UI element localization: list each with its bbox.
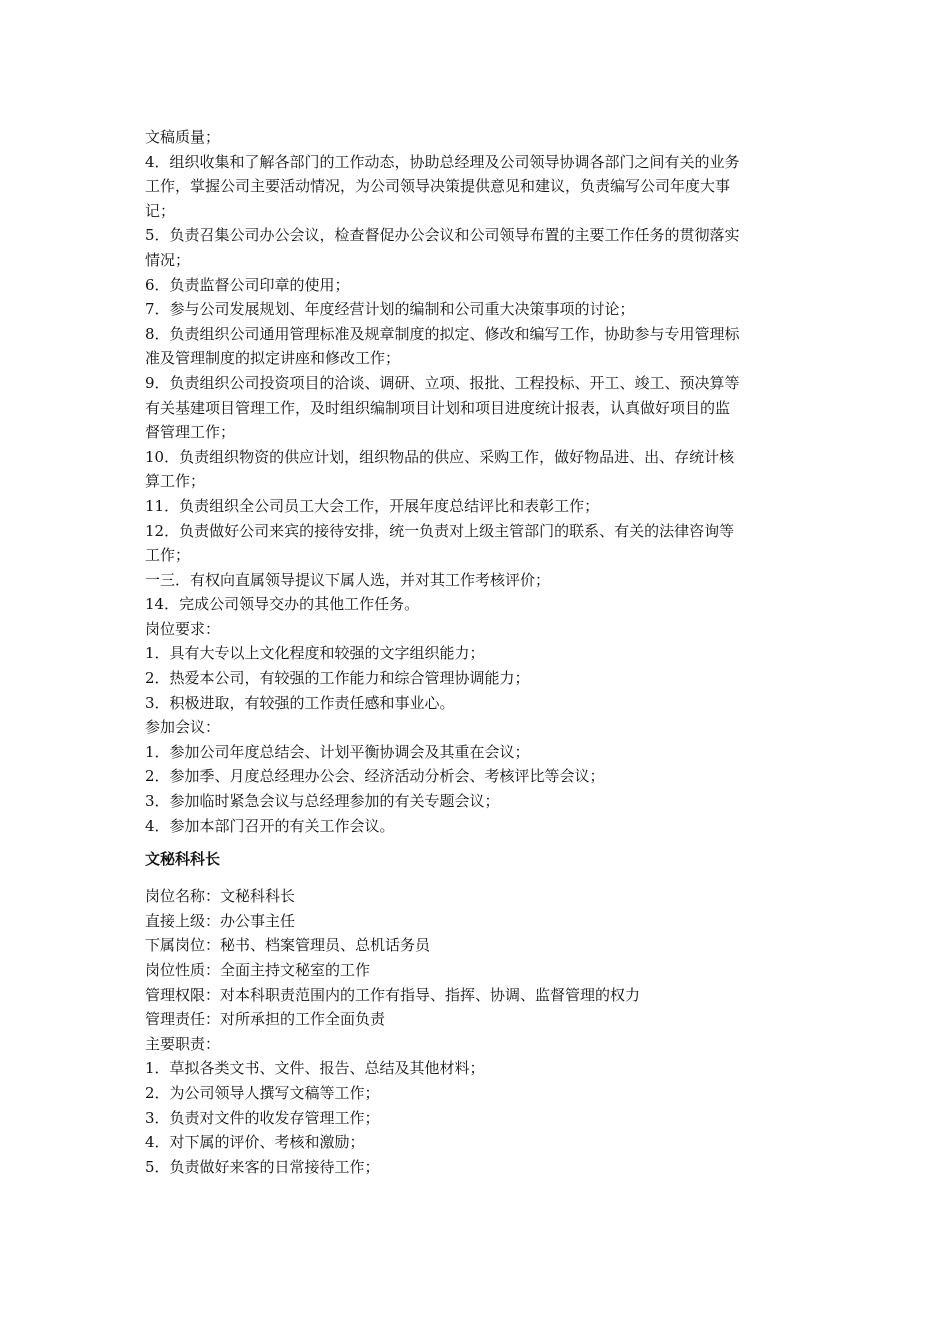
text-line: 有关基建项目管理工作，及时组织编制项目计划和项目进度统计报表，认真做好项目的监 xyxy=(145,398,731,417)
heading-job-requirements: 岗位要求： xyxy=(145,619,221,638)
field-management-authority: 管理权限：对本科职责范围内的工作有指导、指挥、协调、监督管理的权力 xyxy=(145,985,641,1004)
text-line: 5．负责召集公司办公会议，检查督促办公会议和公司领导布置的主要工作任务的贯彻落实 xyxy=(145,226,740,245)
text-line: 1．参加公司年度总结会、计划平衡协调会及其重在会议； xyxy=(145,742,530,761)
text-line: 7．参与公司发展规划、年度经营计划的编制和公司重大决策事项的讨论； xyxy=(145,300,635,319)
field-subordinate-positions: 下属岗位：秘书、档案管理员、总机话务员 xyxy=(145,936,431,955)
text-line: 2．参加季、月度总经理办公会、经济活动分析会、考核评比等会议； xyxy=(145,767,605,786)
field-management-responsibility: 管理责任：对所承担的工作全面负责 xyxy=(145,1010,386,1029)
text-line: 一三．有权向直属领导提议下属人选，并对其工作考核评价； xyxy=(145,570,551,589)
text-line: 3．负责对文件的收发存管理工作； xyxy=(145,1108,380,1127)
text-line: 2．为公司领导人撰写文稿等工作； xyxy=(145,1083,380,1102)
document-page xyxy=(145,125,820,1179)
document-body-part2 xyxy=(145,884,820,1179)
text-line: 工作，掌握公司主要活动情况，为公司领导决策提供意见和建议，负责编写公司年度大事 xyxy=(145,177,731,196)
text-line: 8．负责组织公司通用管理标准及规章制度的拟定、修改和编写工作，协助参与专用管理标 xyxy=(145,324,740,343)
text-line: 5．负责做好来客的日常接待工作； xyxy=(145,1157,380,1176)
text-line: 1．草拟各类文书、文件、报告、总结及其他材料； xyxy=(145,1059,485,1078)
field-direct-superior: 直接上级：办公事主任 xyxy=(145,911,296,930)
field-position-nature: 岗位性质：全面主持文秘室的工作 xyxy=(145,961,371,979)
text-line: 4．组织收集和了解各部门的工作动态，协助总经理及公司领导协调各部门之间有关的业务 xyxy=(145,152,740,171)
text-line: 1．具有大专以上文化程度和较强的文字组织能力； xyxy=(145,644,485,663)
text-line: 准及管理制度的拟定讲座和修改工作； xyxy=(145,349,401,368)
text-line: 11．负责组织全公司员工大会工作，开展年度总结评比和表彰工作； xyxy=(145,496,600,515)
text-line: 2．热爱本公司，有较强的工作能力和综合管理协调能力； xyxy=(145,669,530,688)
text-line: 9．负责组织公司投资项目的洽谈、调研、立项、报批、工程投标、开工、竣工、预决算等 xyxy=(145,373,740,392)
text-line: 12．负责做好公司来宾的接待安排，统一负责对上级主管部门的联系、有关的法律咨询等 xyxy=(145,521,735,540)
text-line: 算工作； xyxy=(145,472,206,491)
text-line: 6．负责监督公司印章的使用； xyxy=(145,275,350,294)
field-position-name: 岗位名称：文秘科科长 xyxy=(145,887,296,906)
text-line: 情况； xyxy=(145,250,191,269)
text-line: 3．积极进取，有较强的工作责任感和事业心。 xyxy=(145,693,455,712)
section-title: 文秘科科长 xyxy=(145,850,221,869)
heading-main-duties: 主要职责： xyxy=(145,1034,221,1053)
text-line: 4．对下属的评价、考核和激励； xyxy=(145,1133,365,1152)
text-line: 文稿质量； xyxy=(145,128,221,146)
text-line: 10．负责组织物资的供应计划，组织物品的供应、采购工作，做好物品进、出、存统计核 xyxy=(145,447,735,466)
text-line: 督管理工作； xyxy=(145,423,236,442)
document-body-part1 xyxy=(145,125,820,838)
text-line: 工作； xyxy=(145,546,191,565)
text-line: 3．参加临时紧急会议与总经理参加的有关专题会议； xyxy=(145,792,500,811)
heading-meetings: 参加会议： xyxy=(145,718,221,737)
text-line: 记； xyxy=(145,201,176,220)
text-line: 4．参加本部门召开的有关工作会议。 xyxy=(145,816,395,835)
text-line: 14．完成公司领导交办的其他工作任务。 xyxy=(145,595,420,614)
